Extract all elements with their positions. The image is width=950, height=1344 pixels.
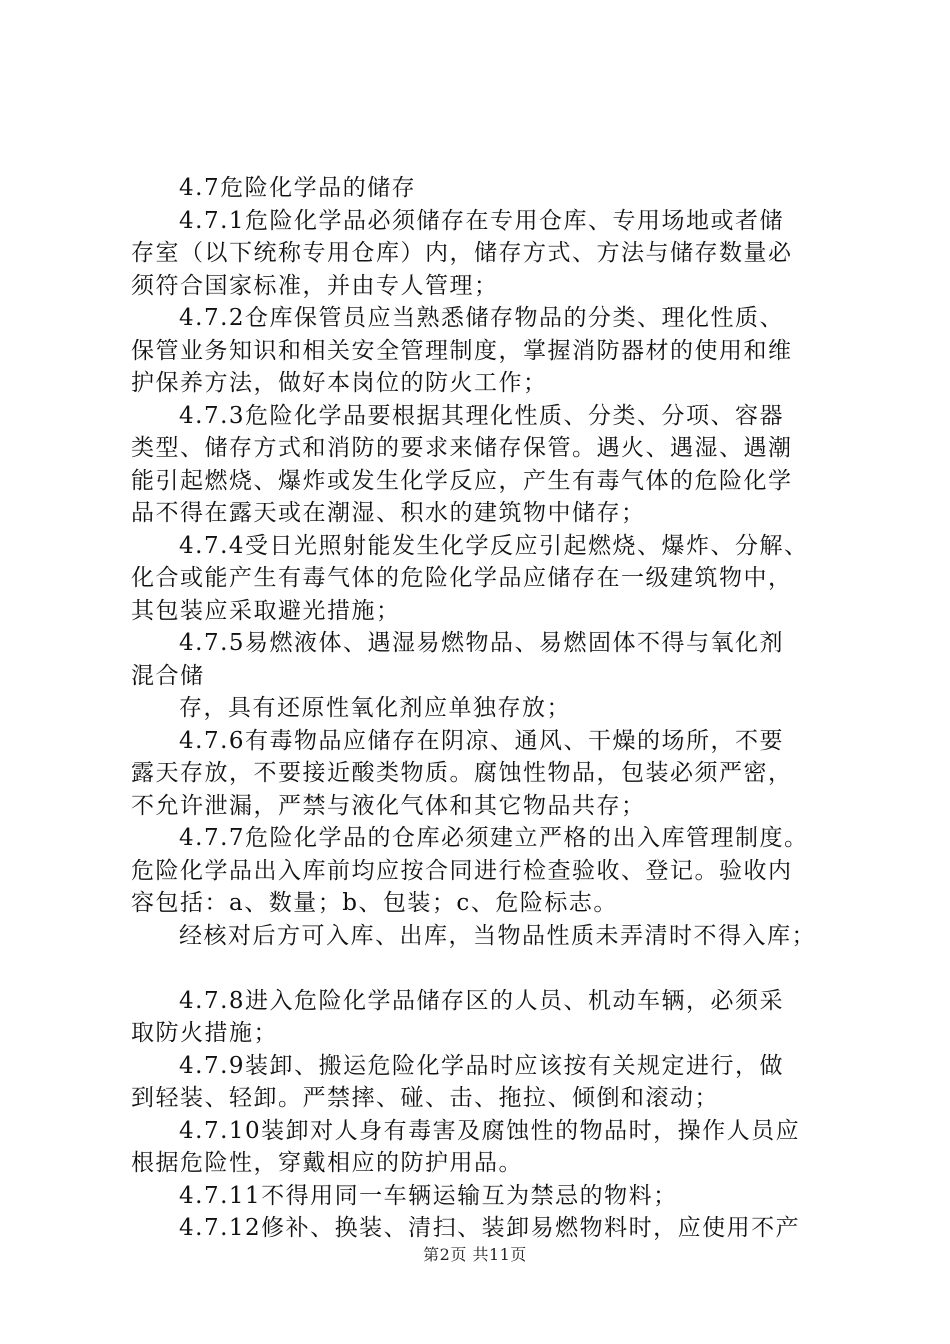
paragraph-line: 经核对后方可入库、出库，当物品性质未弄清时不得入库； — [179, 922, 816, 949]
paragraph-line: 不允许泄漏，严禁与液化气体和其它物品共存； — [131, 792, 646, 819]
paragraph-line: 存室（以下统称专用仓库）内，储存方式、方法与储存数量必 — [131, 240, 793, 266]
paragraph-line: 露天存放，不要接近酸类物质。腐蚀性物品，包装必须严密， — [131, 760, 793, 786]
paragraph-line: 保管业务知识和相关安全管理制度，掌握消防器材的使用和维 — [131, 337, 793, 364]
paragraph-line: 4.7.5易燃液体、遇湿易燃物品、易燃固体不得与氧化剂 — [179, 630, 785, 656]
paragraph-line: 4.7.9装卸、搬运危险化学品时应该按有关规定进行，做 — [179, 1052, 785, 1079]
document-body — [131, 172, 851, 1245]
page-number-footer: 第2页 共11页 — [423, 1245, 527, 1264]
paragraph-line: 品不得在露天或在潮湿、积水的建筑物中储存； — [131, 500, 646, 526]
paragraph-line: 4.7.6有毒物品应储存在阴凉、通风、干燥的场所，不要 — [179, 727, 785, 754]
paragraph-line: 4.7危险化学品的储存 — [179, 175, 417, 201]
paragraph-line: 到轻装、轻卸。严禁摔、碰、击、拖拉、倾倒和滚动； — [131, 1085, 719, 1111]
paragraph-line: 取防火措施； — [131, 1020, 278, 1046]
paragraph-line: 化合或能产生有毒气体的危险化学品应储存在一级建筑物中， — [131, 565, 793, 591]
paragraph-line: 4.7.3危险化学品要根据其理化性质、分类、分项、容器 — [179, 402, 785, 429]
paragraph-line: 4.7.1危险化学品必须储存在专用仓库、专用场地或者储 — [179, 207, 785, 234]
paragraph-line: 容包括：a、数量；b、包装；c、危险标志。 — [131, 890, 618, 916]
paragraph-line: 能引起燃烧、爆炸或发生化学反应，产生有毒气体的危险化学 — [131, 467, 793, 494]
paragraph-line: 护保养方法，做好本岗位的防火工作； — [131, 370, 548, 396]
blank-line — [131, 952, 851, 985]
paragraph-line: 4.7.2仓库保管员应当熟悉储存物品的分类、理化性质、 — [179, 305, 785, 331]
paragraph-line: 4.7.8进入危险化学品储存区的人员、机动车辆，必须采 — [179, 987, 785, 1014]
paragraph-line: 存，具有还原性氧化剂应单独存放； — [179, 695, 571, 721]
paragraph-line: 4.7.12修补、换装、清扫、装卸易燃物料时，应使用不产 — [179, 1215, 801, 1241]
paragraph-line: 根据危险性，穿戴相应的防护用品。 — [131, 1150, 523, 1176]
paragraph-line: 混合储 — [131, 662, 205, 689]
paragraph-line: 4.7.7危险化学品的仓库必须建立严格的出入库管理制度。 — [179, 825, 809, 851]
paragraph-line: 4.7.10装卸对人身有毒害及腐蚀性的物品时，操作人员应 — [179, 1117, 801, 1144]
paragraph-line: 须符合国家标准，并由专人管理； — [131, 272, 499, 299]
paragraph-line: 4.7.11不得用同一车辆运输互为禁忌的物料； — [179, 1182, 678, 1209]
paragraph-line: 危险化学品出入库前均应按合同进行检查验收、登记。验收内 — [131, 857, 793, 884]
paragraph-line: 其包装应采取避光措施； — [131, 597, 401, 624]
paragraph-line: 类型、储存方式和消防的要求来储存保管。遇火、遇湿、遇潮 — [131, 435, 793, 461]
paragraph-line: 4.7.4受日光照射能发生化学反应引起燃烧、爆炸、分解、 — [179, 532, 809, 559]
